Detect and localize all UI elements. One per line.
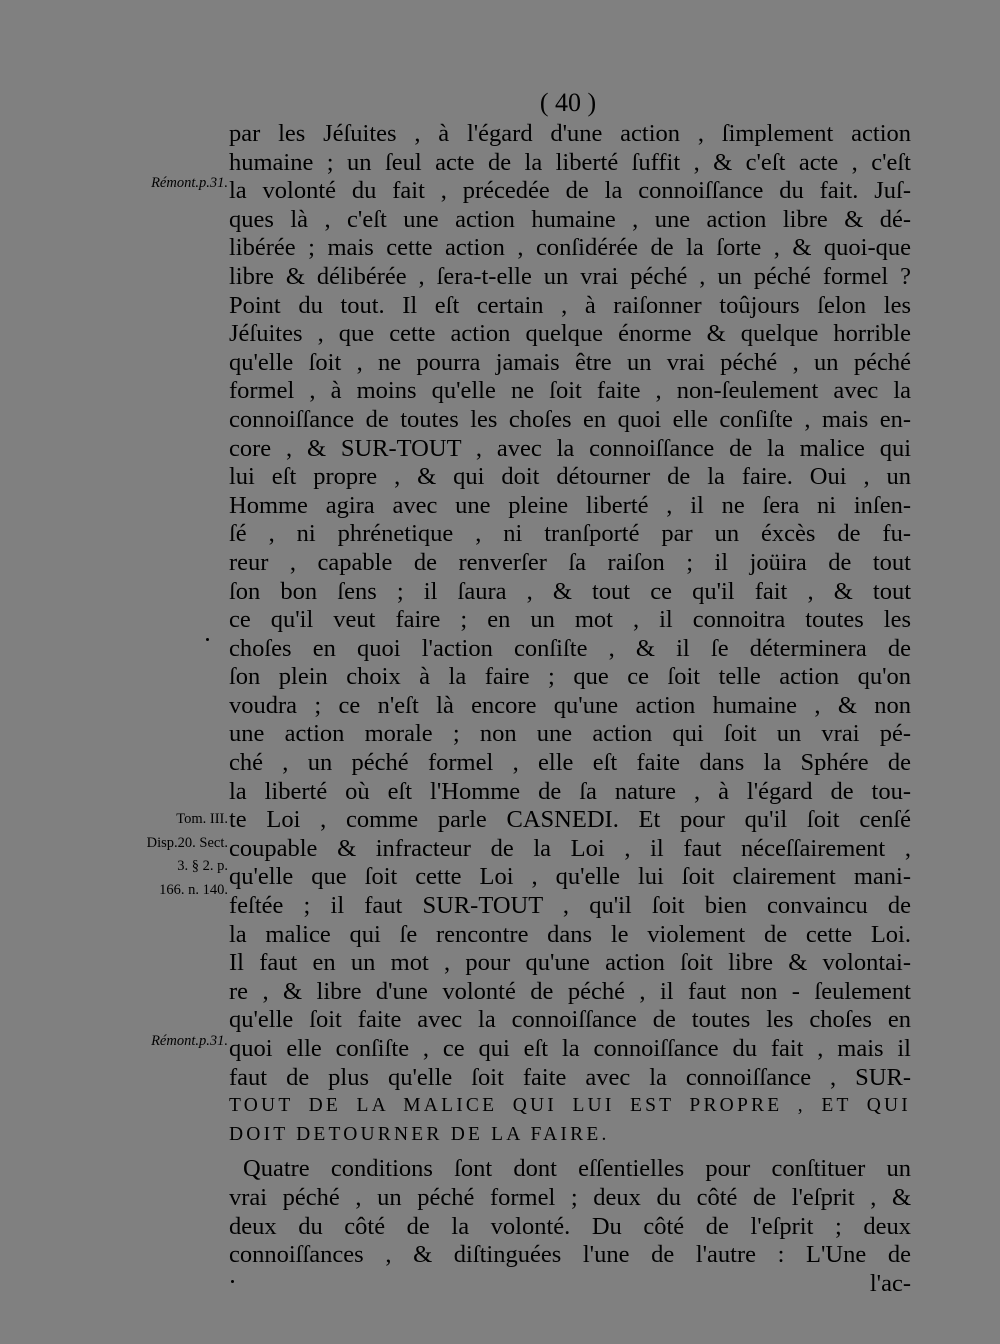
- text-line: voudra ; ce n'eſt là encore qu'une action humaine , & non: [229, 691, 911, 719]
- text-line: Jéſuites , que cette action quelque énorme & quelque horrible: [229, 320, 911, 348]
- text-line: ce qu'il veut faire ; en un mot , il connoitra toutes les: [229, 606, 911, 634]
- margin-note-line: Tom. III.: [176, 811, 228, 827]
- text-line: lui eſt propre , & qui doit détourner de la faire. Oui , un: [229, 463, 911, 491]
- text-line: connoiſſance de toutes les choſes en quoi elle conſiſte , mais en-: [229, 405, 911, 433]
- text-line: core , & SUR-TOUT , avec la connoiſſance de la malice qui: [229, 434, 911, 462]
- text-line: re , & libre d'une volonté de péché , il faut non - ſeulement: [229, 977, 911, 1005]
- text-line: Il faut en un mot , pour qu'une action ſoit libre & volontai-: [229, 949, 911, 977]
- text-line: Homme agira avec une pleine liberté , il ne ſera ni inſen-: [229, 491, 911, 519]
- text-line: par les Jéſuites , à l'égard d'une action , ſimplement action: [229, 120, 911, 147]
- text-line: une action morale ; non une action qui ſoit un vrai pé-: [229, 720, 911, 748]
- page-number: ( 40 ): [539, 88, 597, 117]
- text-line: DOIT DETOURNER DE LA FAIRE.: [229, 1123, 610, 1145]
- text-line: choſes en quoi l'action conſiſte , & il ſe déterminera de: [229, 634, 911, 662]
- text-line: ſé , ni phrénetique , ni tranſporté par un éxcès de fu-: [229, 520, 911, 548]
- margin-note-line: 3. § 2. p.: [177, 858, 228, 874]
- text-line: formel , à moins qu'elle ne ſoit faite , non-ſeulement avec la: [229, 377, 911, 405]
- text-line: coupable & infracteur de la Loi , il faut néceſſairement ,: [229, 834, 911, 862]
- text-line: connoiſſances , & diſtinguées l'une de l'autre : L'Une de: [229, 1241, 911, 1269]
- margin-note-remont-2: [104, 1030, 228, 1054]
- text-line: humaine ; un ſeul acte de la liberté ſuffit , & c'eſt acte , c'eſt: [229, 148, 911, 176]
- text-line: la malice qui ſe rencontre dans le violement de cette Loi.: [229, 920, 911, 948]
- text-line: qu'elle que ſoit cette Loi , qu'elle lui ſoit clairement mani-: [229, 863, 911, 891]
- text-line: quoi elle conſiſte , ce qui eſt la connoiſſance du fait , mais il: [229, 1035, 911, 1062]
- text-line: faut de plus qu'elle ſoit faite avec la connoiſſance , SUR-: [229, 1063, 911, 1091]
- text-line: ché , un péché formel , elle eſt faite dans la Sphére de: [229, 749, 911, 777]
- margin-note-text: Rémont.p.31.: [151, 1033, 228, 1049]
- text-line: Point du tout. Il eſt certain , à raiſonner toûjours ſelon les: [229, 291, 911, 319]
- stray-mark: [206, 638, 209, 641]
- text-line: la volonté du fait , précedée de la connoiſſance du fait. Juſ-: [229, 177, 911, 205]
- margin-note-text: Rémont.p.31.: [151, 175, 228, 191]
- text-line: te Loi , comme parle CASNEDI. Et pour qu'il ſoit cenſé: [229, 806, 911, 834]
- text-line: libre & délibérée , ſera-t-elle un vrai péché , un péché formel ?: [229, 262, 911, 290]
- margin-note-line: 166. n. 140.: [159, 881, 228, 898]
- text-line: libérée ; mais cette action , conſidérée de la ſorte , & quoi-que: [229, 234, 911, 262]
- margin-note-remont-1: [104, 172, 228, 196]
- text-line: ques là , c'eſt une action humaine , une action libre & dé-: [229, 205, 911, 233]
- text-line: qu'elle ſoit faite avec la connoiſſance de toutes les choſes en: [229, 1006, 911, 1034]
- text-line: vrai péché , un péché formel ; deux du côté de l'eſprit , &: [229, 1183, 911, 1211]
- text-line: TOUT DE LA MALICE QUI LUI EST PROPRE , ET QUI: [229, 1095, 911, 1117]
- text-line: Quatre conditions ſont dont eſſentielles pour conſtituer un: [243, 1155, 911, 1183]
- text-line: l'ac-: [869, 1269, 911, 1297]
- text-line: ſon plein choix à la faire ; que ce ſoit telle action qu'on: [229, 663, 911, 691]
- text-line: qu'elle ſoit , ne pourra jamais être un vrai péché , un péché: [229, 348, 911, 376]
- text-line: feſtée ; il faut SUR-TOUT , qu'il ſoit bien convaincu de: [229, 892, 911, 920]
- text-line: ſon bon ſens ; il ſaura , & tout ce qu'il fait , & tout: [229, 577, 911, 605]
- text-line: reur , capable de renverſer ſa raiſon ; il joüira de tout: [229, 548, 911, 576]
- margin-note-casnedi-ref: [104, 808, 228, 902]
- text-line: la liberté où eſt l'Homme de ſa nature , à l'égard de tou-: [229, 777, 911, 805]
- body-text: [229, 120, 911, 1298]
- margin-note-line: Disp.20. Sect.: [146, 834, 228, 851]
- text-line: deux du côté de la volonté. Du côté de l'eſprit ; deux: [229, 1212, 911, 1240]
